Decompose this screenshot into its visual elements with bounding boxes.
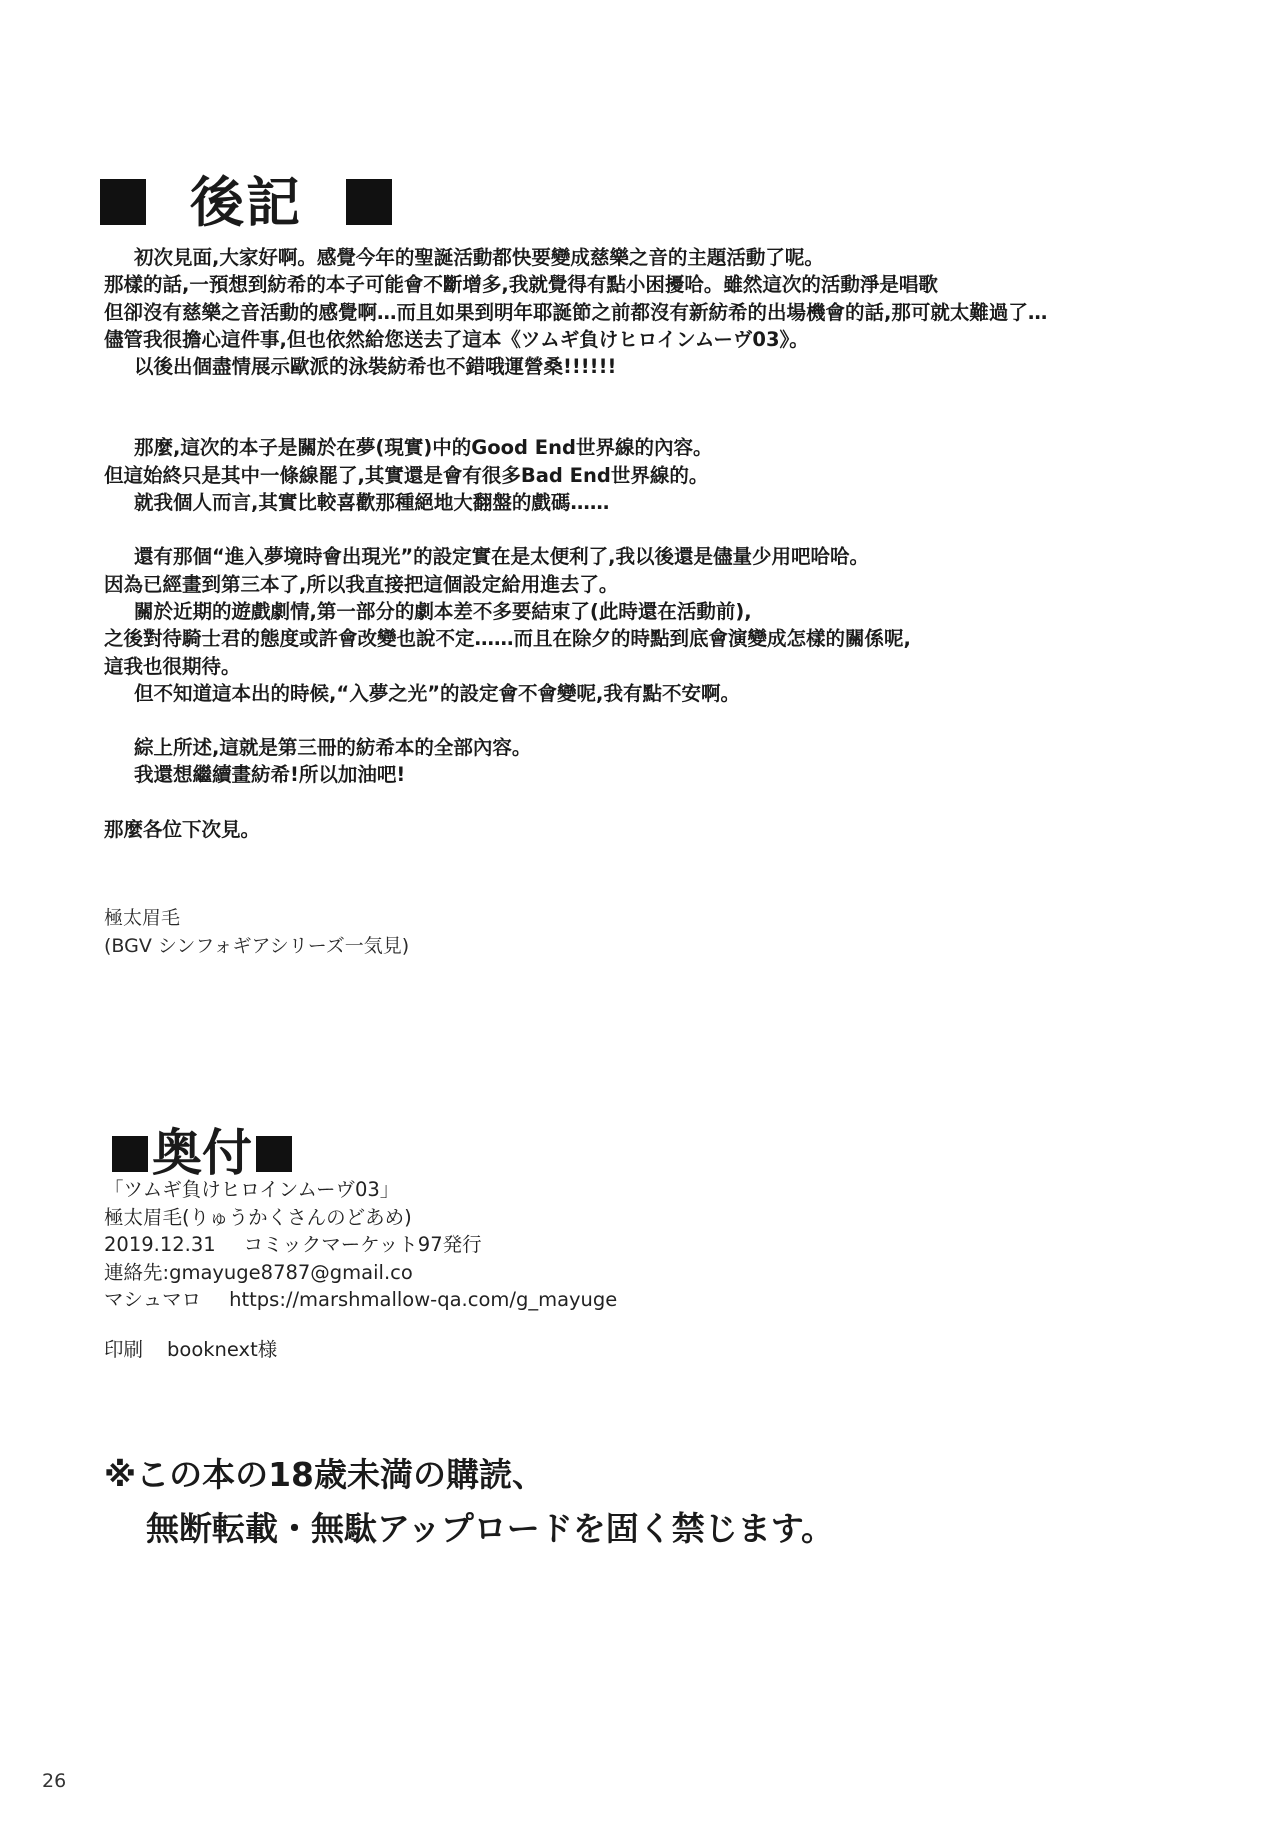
black-square-icon: [100, 179, 146, 225]
colophon-heading: [108, 1113, 296, 1185]
signature: [104, 904, 409, 960]
printer-name: booknext様: [167, 1338, 278, 1361]
paragraph-line: 之後對待騎士君的態度或許會改變也說不定……而且在除夕的時點到底會演變成怎樣的關係呢,: [104, 627, 911, 651]
marshmallow-label: マシュマロ: [104, 1288, 202, 1311]
paragraph-line: 初次見面,大家好啊。感覺今年的聖誕活動都快要變成慈樂之音的主題活動了呢。: [134, 246, 824, 269]
black-square-icon: [112, 1136, 148, 1172]
printer-info: [104, 1334, 277, 1362]
colophon-block: [104, 1176, 617, 1314]
publish-info: [104, 1231, 617, 1259]
marshmallow-info: [104, 1286, 617, 1314]
black-square-icon: [256, 1136, 292, 1172]
book-title: 「ツムギ負けヒロインムーヴ03」: [104, 1178, 400, 1201]
publish-date: 2019.12.31: [104, 1233, 216, 1256]
copyright-warning: [104, 1448, 834, 1556]
paragraph-line: 就我個人而言,其實比較喜歡那種絕地大翻盤的戲碼……: [134, 491, 610, 515]
marshmallow-url: https://marshmallow-qa.com/g_mayuge: [229, 1288, 618, 1311]
paragraph-line: 還有那個“進入夢境時會出現光”的設定實在是太便利了,我以後還是儘量少用吧哈哈。: [134, 545, 870, 569]
paragraph-line: 那麼各位下次見。: [104, 817, 261, 841]
warning-line-2: 無断転載・無駄アップロードを固く禁じます。: [146, 1509, 835, 1548]
paragraph-line: 但卻沒有慈樂之音活動的感覺啊…而且如果到明年耶誕節之前都沒有新紡希的出場機會的話,那可就太難過了…: [104, 300, 1048, 324]
paragraph-line: 那麼,這次的本子是關於在夢(現實)中的Good End世界線的內容。: [134, 436, 713, 460]
afterword-title: 後記: [190, 171, 302, 234]
paragraph-line: 因為已經畫到第三本了,所以我直接把這個設定給用進去了。: [104, 572, 619, 596]
paragraph-line: 那樣的話,一預想到紡希的本子可能會不斷增多,我就覺得有點小困擾哈。雖然這次的活動淨是唱歌: [104, 273, 938, 297]
printer-label: 印刷: [104, 1338, 144, 1361]
warning-line-1: ※この本の18歳未満の購読、: [104, 1455, 546, 1494]
paragraph-line: 但不知道這本出的時候,“入夢之光”的設定會不會變呢,我有點不安啊。: [134, 681, 740, 705]
circle-name: 極太眉毛(りゅうかくさんのどあめ): [104, 1205, 412, 1229]
contact-email: 連絡先:gmayuge8787@gmail.co: [104, 1260, 413, 1284]
paragraph-line: 但這始終只是其中一條線罷了,其實還是會有很多Bad End世界線的。: [104, 463, 709, 487]
paragraph-line: 這我也很期待。: [104, 654, 241, 678]
colophon-title: 奥付: [152, 1124, 252, 1182]
paragraph-line: 關於近期的遊戲劇情,第一部分的劇本差不多要結束了(此時還在活動前),: [134, 599, 752, 623]
black-square-icon: [346, 179, 392, 225]
paragraph-line: 綜上所述,這就是第三冊的紡希本的全部內容。: [134, 736, 532, 760]
page-number: 26: [42, 1770, 67, 1792]
afterword-heading: [100, 160, 392, 237]
publish-event: コミックマーケット97発行: [243, 1233, 482, 1256]
paragraph-line: 儘管我很擔心這件事,但也依然給您送去了這本《ツムギ負けヒロインムーヴ03》。: [104, 327, 809, 351]
author-name: 極太眉毛: [104, 907, 181, 929]
paragraph-line: 我還想繼續畫紡希!所以加油吧!: [134, 763, 406, 787]
afterword-body: [104, 244, 1214, 843]
paragraph-line: 以後出個盡情展示歐派的泳裝紡希也不錯哦運營桑!!!!!!: [134, 355, 617, 379]
bgv-note: (BGV シンフォギアシリーズ一気見): [104, 935, 410, 957]
